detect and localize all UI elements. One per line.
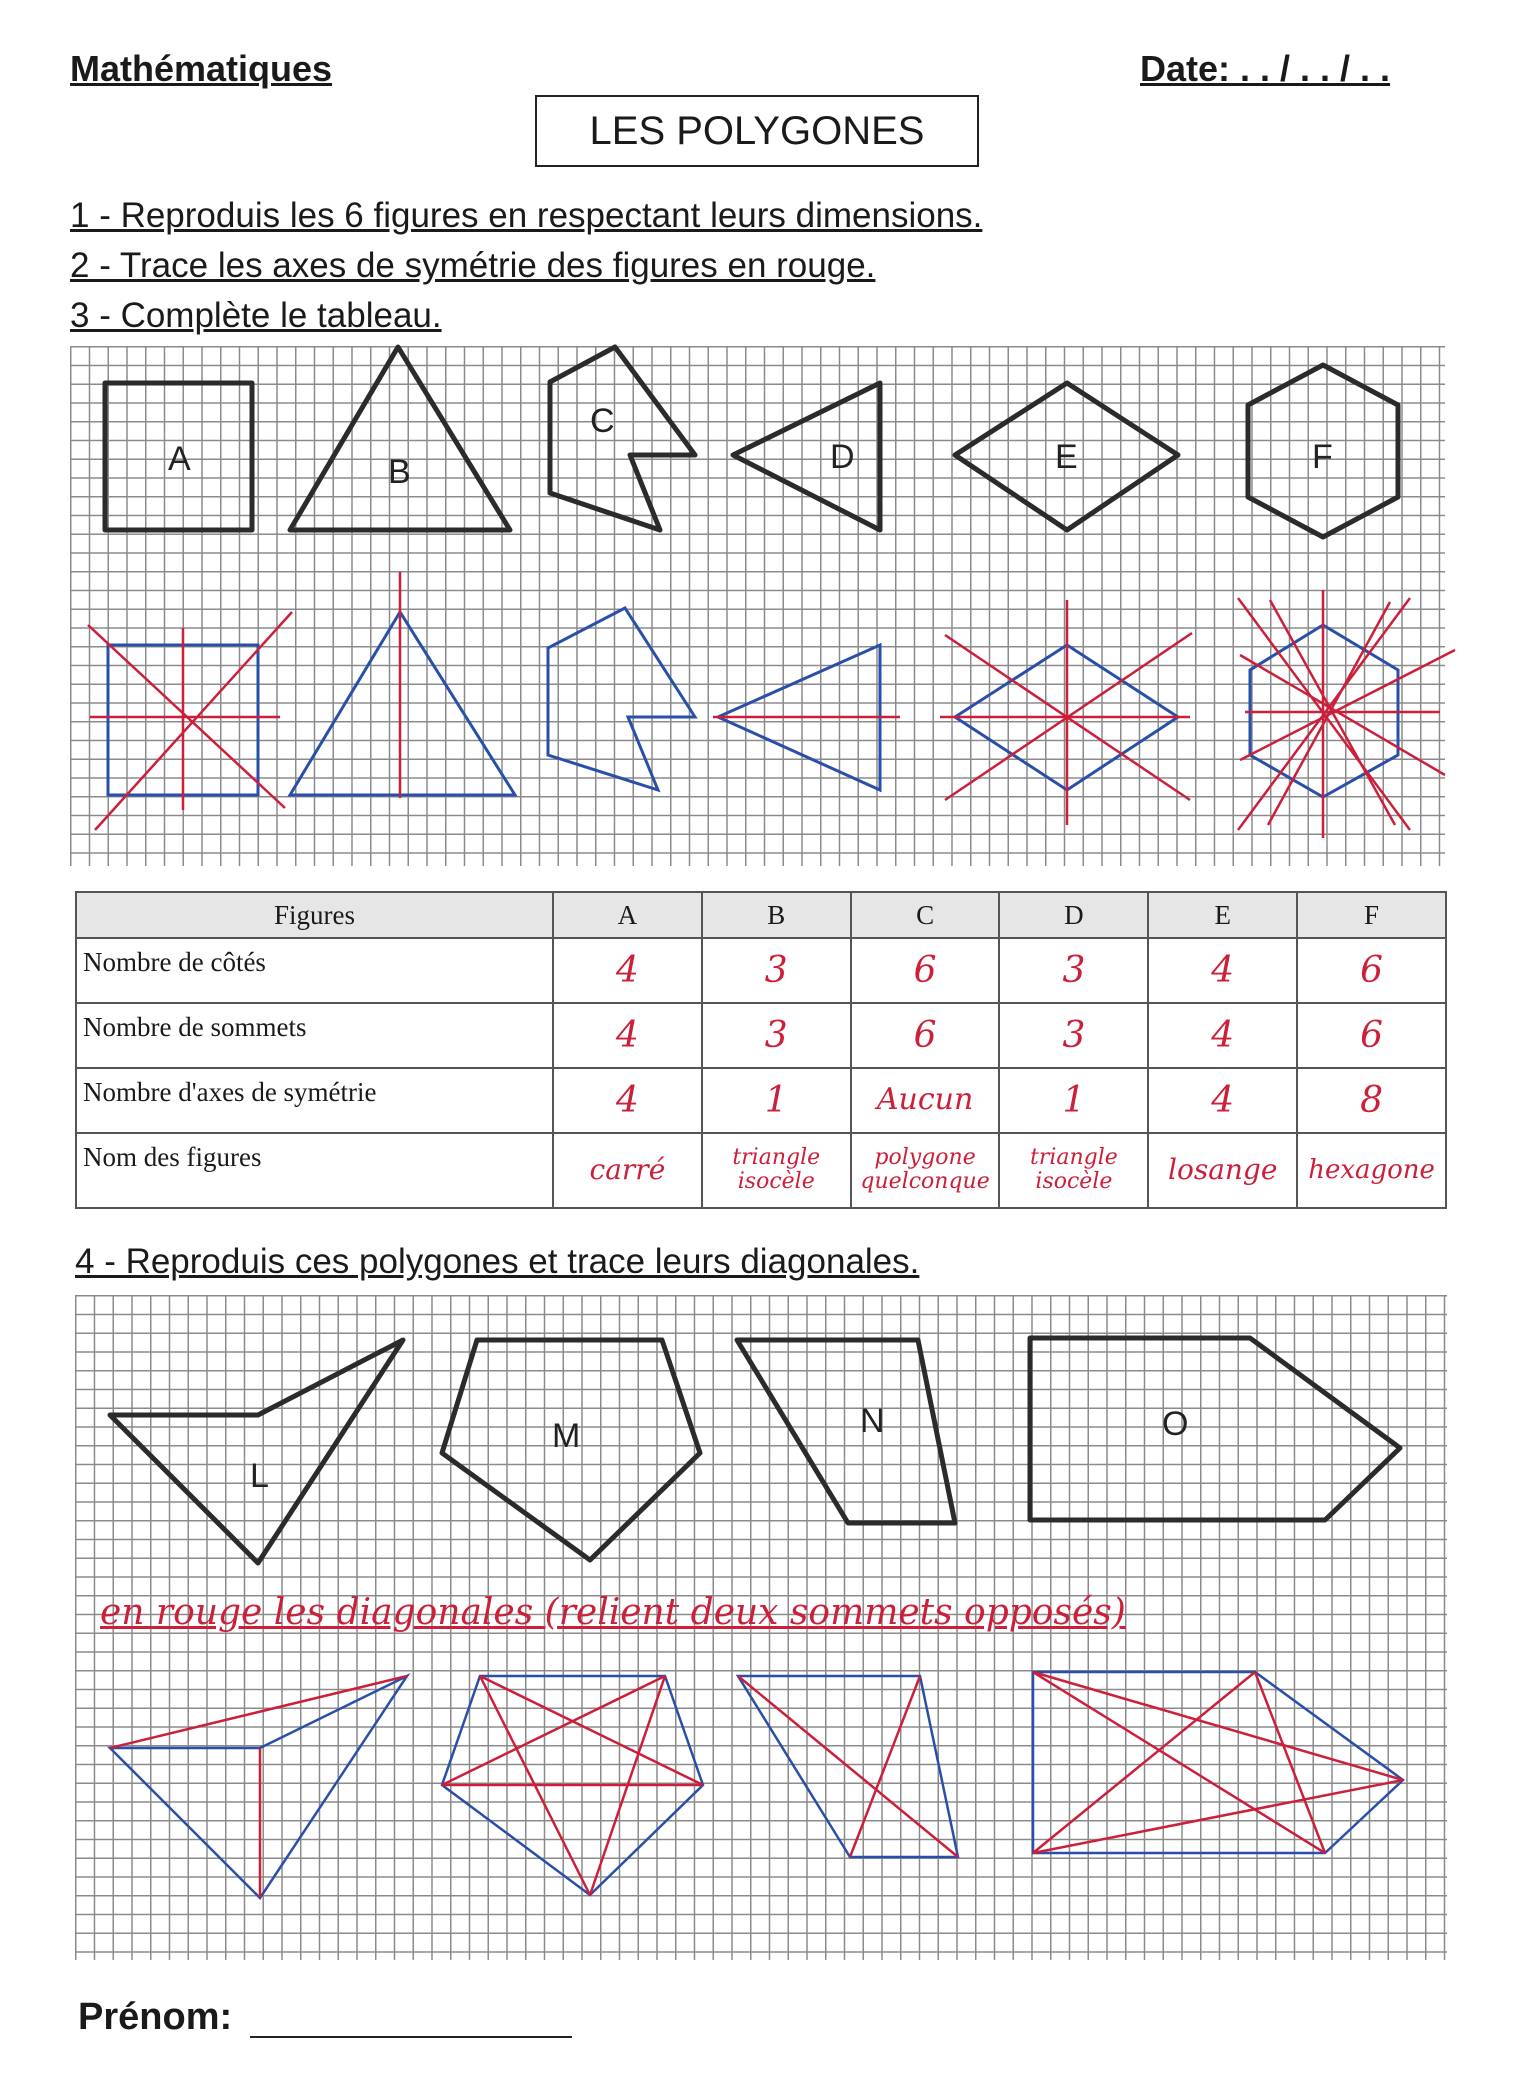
prenom-label: Prénom: [78,1996,233,2038]
answer-cell: 6 [851,938,1000,1003]
answer-cell: triangle isocèle [999,1133,1148,1208]
answer-cell: 3 [999,1003,1148,1068]
row-label: Nombre d'axes de symétrie [76,1068,553,1133]
row-label: Nom des figures [76,1133,553,1208]
answer-cell: 1 [999,1068,1148,1133]
answer-cell: 6 [1297,938,1446,1003]
answer-cell: 4 [553,1003,702,1068]
header-e: E [1148,892,1297,938]
header-b: B [702,892,851,938]
answer-cell: 4 [1148,1003,1297,1068]
answer-cell: 3 [702,938,851,1003]
handwritten-note: en rouge les diagonales (relient deux sommets opposés) [100,1592,1126,1633]
answer-cell: 6 [851,1003,1000,1068]
worksheet-title: LES POLYGONES [535,95,979,167]
header-c: C [851,892,1000,938]
prenom-input-line[interactable] [250,2036,572,2038]
answer-cell: 3 [702,1003,851,1068]
label-e: E [1055,438,1078,476]
answer-cell: 3 [999,938,1148,1003]
label-m: M [552,1417,581,1455]
label-d: D [830,438,855,476]
answer-cell: 1 [702,1068,851,1133]
answer-cell: hexagone [1297,1133,1446,1208]
subject-title: Mathématiques [70,48,333,89]
instruction-2: 2 - Trace les axes de symétrie des figures en rouge. [70,246,876,285]
answer-cell: polygone quelconque [851,1133,1000,1208]
answer-cell: carré [553,1133,702,1208]
header-d: D [999,892,1148,938]
row-label: Nombre de sommets [76,1003,553,1068]
copy-l [110,1676,407,1898]
instruction-1: 1 - Reproduis les 6 figures en respectant leurs dimensions. [70,196,983,235]
date-field: Date: . . / . . / . . [1140,48,1391,89]
answer-cell: 4 [553,938,702,1003]
label-n: N [860,1402,885,1440]
answer-cell: triangle isocèle [702,1133,851,1208]
answer-cell: 8 [1297,1068,1446,1133]
header-figures: Figures [76,892,553,938]
label-b: B [388,453,411,491]
label-a: A [168,440,191,478]
figure-n [737,1340,955,1523]
instruction-3: 3 - Complète le tableau. [70,296,442,335]
header-a: A [553,892,702,938]
label-o: O [1162,1405,1189,1443]
answer-cell: 6 [1297,1003,1446,1068]
figure-o [1030,1338,1400,1520]
answer-cell: Aucun [851,1068,1000,1133]
figure-l [110,1340,403,1563]
label-c: C [590,402,615,440]
label-f: F [1312,438,1333,476]
row-label: Nombre de côtés [76,938,553,1003]
answer-cell: 4 [1148,938,1297,1003]
answer-cell: 4 [1148,1068,1297,1133]
answer-cell: losange [1148,1133,1297,1208]
answer-cell: 4 [553,1068,702,1133]
instruction-4: 4 - Reproduis ces polygones et trace leurs diagonales. [75,1242,920,1281]
label-l: L [250,1457,269,1495]
header-f: F [1297,892,1446,938]
